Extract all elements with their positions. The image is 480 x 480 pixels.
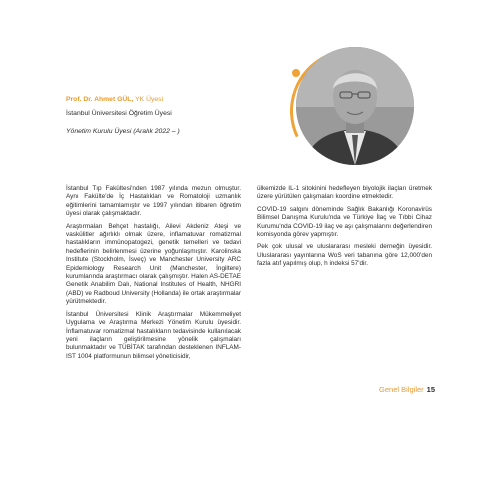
name-line: [66, 95, 296, 104]
biography-right-column: [257, 185, 432, 273]
person-role: YK Üyesi: [133, 96, 164, 103]
paragraph: Pek çok ulusal ve uluslararası mesleki derneğin üyesidir. Uluslararası yayınlarına WoS veri tabanına göre 12,000'den fazla atıf yapılmış olup, h indeksi 57'dir.: [257, 243, 432, 268]
paragraph: ülkemizde IL-1 sitokinini hedefleyen biyolojik ilaçları üretmek üzere yürütülen çalışmaları koordine etmektedir.: [257, 185, 432, 201]
portrait-frame: [296, 47, 414, 165]
biography-left-column: [66, 185, 241, 365]
profile-header: [66, 95, 296, 136]
affiliation: İstanbul Üniversitesi Öğretim Üyesi: [66, 110, 172, 117]
accent-dot: [292, 69, 300, 77]
footer-section-title: Genel Bilgiler: [379, 385, 424, 394]
page-footer: [379, 385, 435, 394]
page-number: 15: [426, 385, 435, 394]
paragraph: İstanbul Tıp Fakültesi'nden 1987 yılında mezun olmuştur. Aynı Fakülte'de İç Hastalıkları ve Romatoloji uzmanlık eğitimlerini tamamlamıştır ve 1997 yılından itibaren öğretim üyesi olarak çalışmaktadır.: [66, 185, 241, 218]
paragraph: Araştırmaları Behçet hastalığı, Ailevi Akdeniz Ateşi ve vaskülitler ağırlıklı olmak üzere, inflamatuvar romatizmal hastalıkların immünopatogezi, genetik temelleri ve tedavi hedeflerinin belirlenmesi üzerine yoğunlaşmıştır. Karolinska Institute (Stockholm, İsveç) ve Manchester University ARC Epidemiology Research Unit (Manchester, İngiltere) kurumlarında araştırmacı olarak çalışmıştır. Halen AS-DETAE Genetik Anabilim Dalı, National Institutes of Health, NHGRI (ABD) ve Radboud University (Hollanda) ile ortak araştırmalar yürütmektedir.: [66, 222, 241, 306]
board-membership: Yönetim Kurulu Üyesi (Aralık 2022 – ): [66, 128, 180, 135]
person-name: Prof. Dr. Ahmet GÜL,: [66, 96, 134, 103]
paragraph: COVID-19 salgını döneminde Sağlık Bakanlığı Koronavirüs Bilimsel Danışma Kurulu'nda ve Türkiye İlaç ve Tıbbi Cihaz Kurumu'nda COVID-19 ilaç ve aşı çalışmalarını değerlendiren komisyonda görev yapmıştır.: [257, 205, 432, 239]
paragraph: İstanbul Üniversitesi Klinik Araştırmalar Mükemmeliyet Uygulama ve Araştırma Merkezi Yönetim Kurulu üyesidir. İnflamatuvar romatizmal hastalıkların tedavisinde kullanılacak yeni ilaçların geliştirilmesine yönelik çalışmaları bulunmaktadır ve TÜBİTAK tarafından desteklenen INFLAM-IST 1004 platformunun bilimsel yöneticisidir,: [66, 310, 241, 360]
portrait-photo: [296, 47, 414, 165]
